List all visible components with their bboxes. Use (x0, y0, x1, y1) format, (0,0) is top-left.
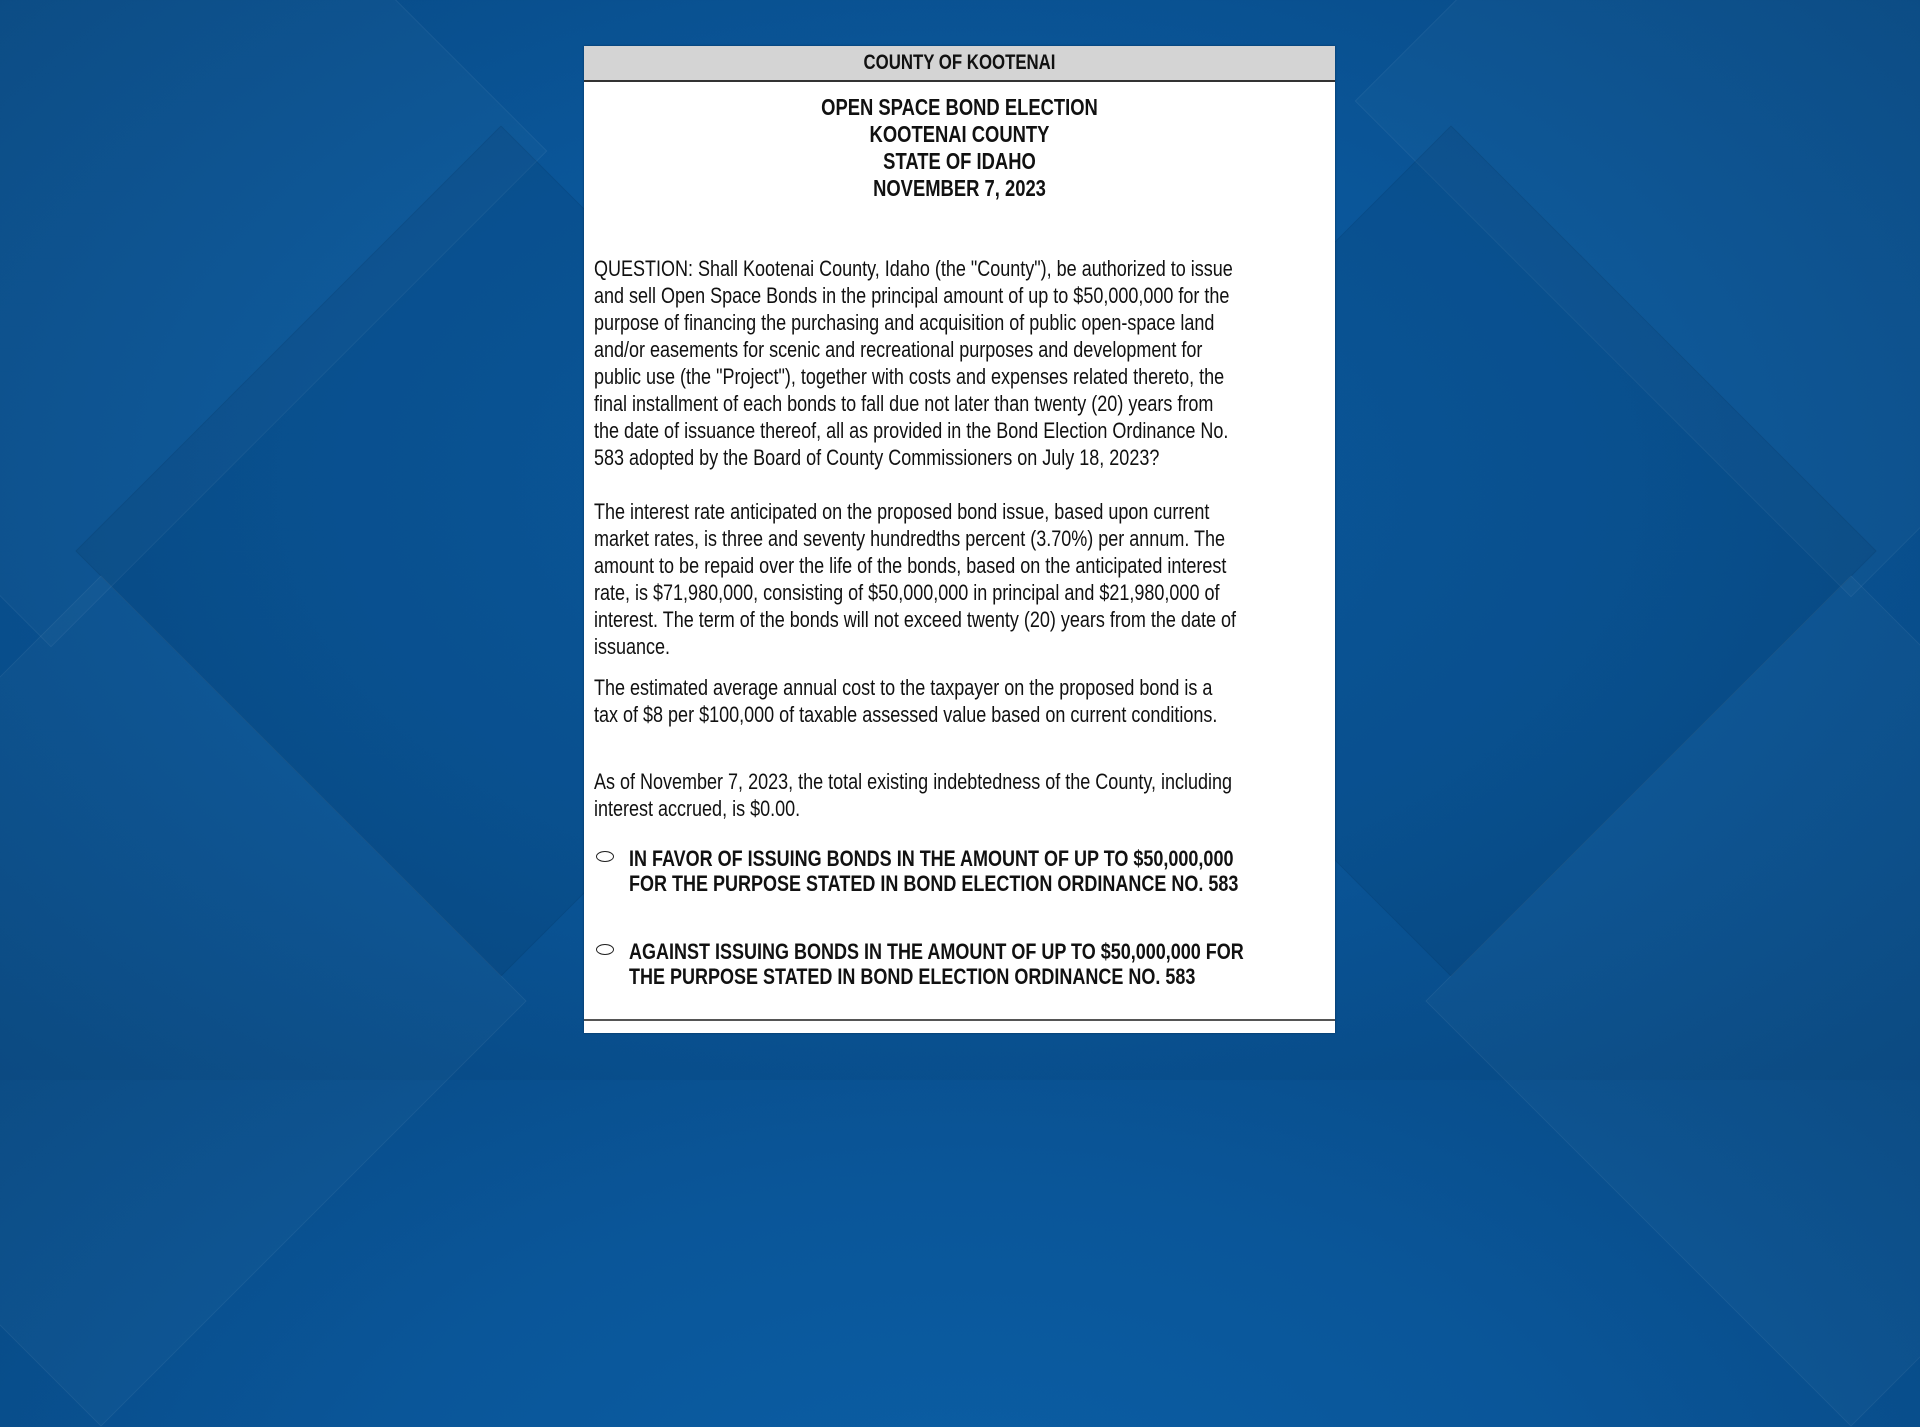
ballot-paragraph (594, 255, 1233, 471)
paragraph-line: purpose of financing the purchasing and acquisition of public open-space land (594, 310, 1215, 335)
paragraph-line: market rates, is three and seventy hundredths percent (3.70%) per annum. The (594, 526, 1226, 551)
ballot-document (584, 46, 1335, 1033)
option-in-favor[interactable] (584, 846, 1335, 898)
paragraph-line: 583 adopted by the Board of County Commissioners on July 18, 2023? (594, 445, 1160, 470)
paragraph-line: and sell Open Space Bonds in the principal amount of up to $50,000,000 for the (594, 283, 1230, 308)
title-line: KOOTENAI COUNTY (869, 121, 1050, 147)
option-text: IN FAVOR OF ISSUING BONDS IN THE AMOUNT OF UP TO $50,000,000 FOR THE PURPOSE STATED IN BOND ELECTION ORDINANCE NO. 583 (629, 846, 1239, 896)
paragraph-line: and/or easements for scenic and recreational purposes and development for (594, 337, 1203, 362)
title-line: NOVEMBER 7, 2023 (873, 175, 1046, 201)
title-line: STATE OF IDAHO (883, 148, 1036, 174)
radio-oval-icon[interactable] (596, 851, 614, 862)
paragraph-line: interest. The term of the bonds will not exceed twenty (20) years from the date of (594, 607, 1236, 632)
option-against[interactable] (584, 939, 1335, 991)
paragraph-line: interest accrued, is $0.00. (594, 796, 801, 821)
bottom-rule (584, 1019, 1335, 1021)
paragraph-line: amount to be repaid over the life of the bonds, based on the anticipated interest (594, 553, 1227, 578)
ballot-paragraph (594, 674, 1217, 728)
paragraph-line: public use (the "Project"), together with costs and expenses related thereto, the (594, 364, 1225, 389)
ballot-header-band (584, 46, 1335, 82)
paragraph-line: The estimated average annual cost to the taxpayer on the proposed bond is a (594, 675, 1213, 700)
paragraph-line: issuance. (594, 634, 671, 659)
county-header: COUNTY OF KOOTENAI (863, 51, 1056, 74)
paragraph-line: QUESTION: Shall Kootenai County, Idaho (the "County"), be authorized to issue (594, 256, 1233, 281)
radio-oval-icon[interactable] (596, 944, 614, 955)
option-text: AGAINST ISSUING BONDS IN THE AMOUNT OF UP TO $50,000,000 FOR THE PURPOSE STATED IN BOND ELECTION ORDINANCE NO. 583 (629, 939, 1244, 989)
title-line: OPEN SPACE BOND ELECTION (821, 94, 1098, 120)
ballot-paragraph (594, 498, 1236, 660)
paragraph-line: the date of issuance thereof, all as provided in the Bond Election Ordinance No. (594, 418, 1229, 443)
paragraph-line: rate, is $71,980,000, consisting of $50,000,000 in principal and $21,980,000 of (594, 580, 1220, 605)
ballot-paragraph (594, 768, 1232, 822)
paragraph-line: tax of $8 per $100,000 of taxable assessed value based on current conditions. (594, 702, 1218, 727)
paragraph-line: As of November 7, 2023, the total existing indebtedness of the County, including (594, 769, 1233, 794)
paragraph-line: final installment of each bonds to fall due not later than twenty (20) years from (594, 391, 1214, 416)
ballot-title (659, 94, 1260, 202)
paragraph-line: The interest rate anticipated on the proposed bond issue, based upon current (594, 499, 1210, 524)
